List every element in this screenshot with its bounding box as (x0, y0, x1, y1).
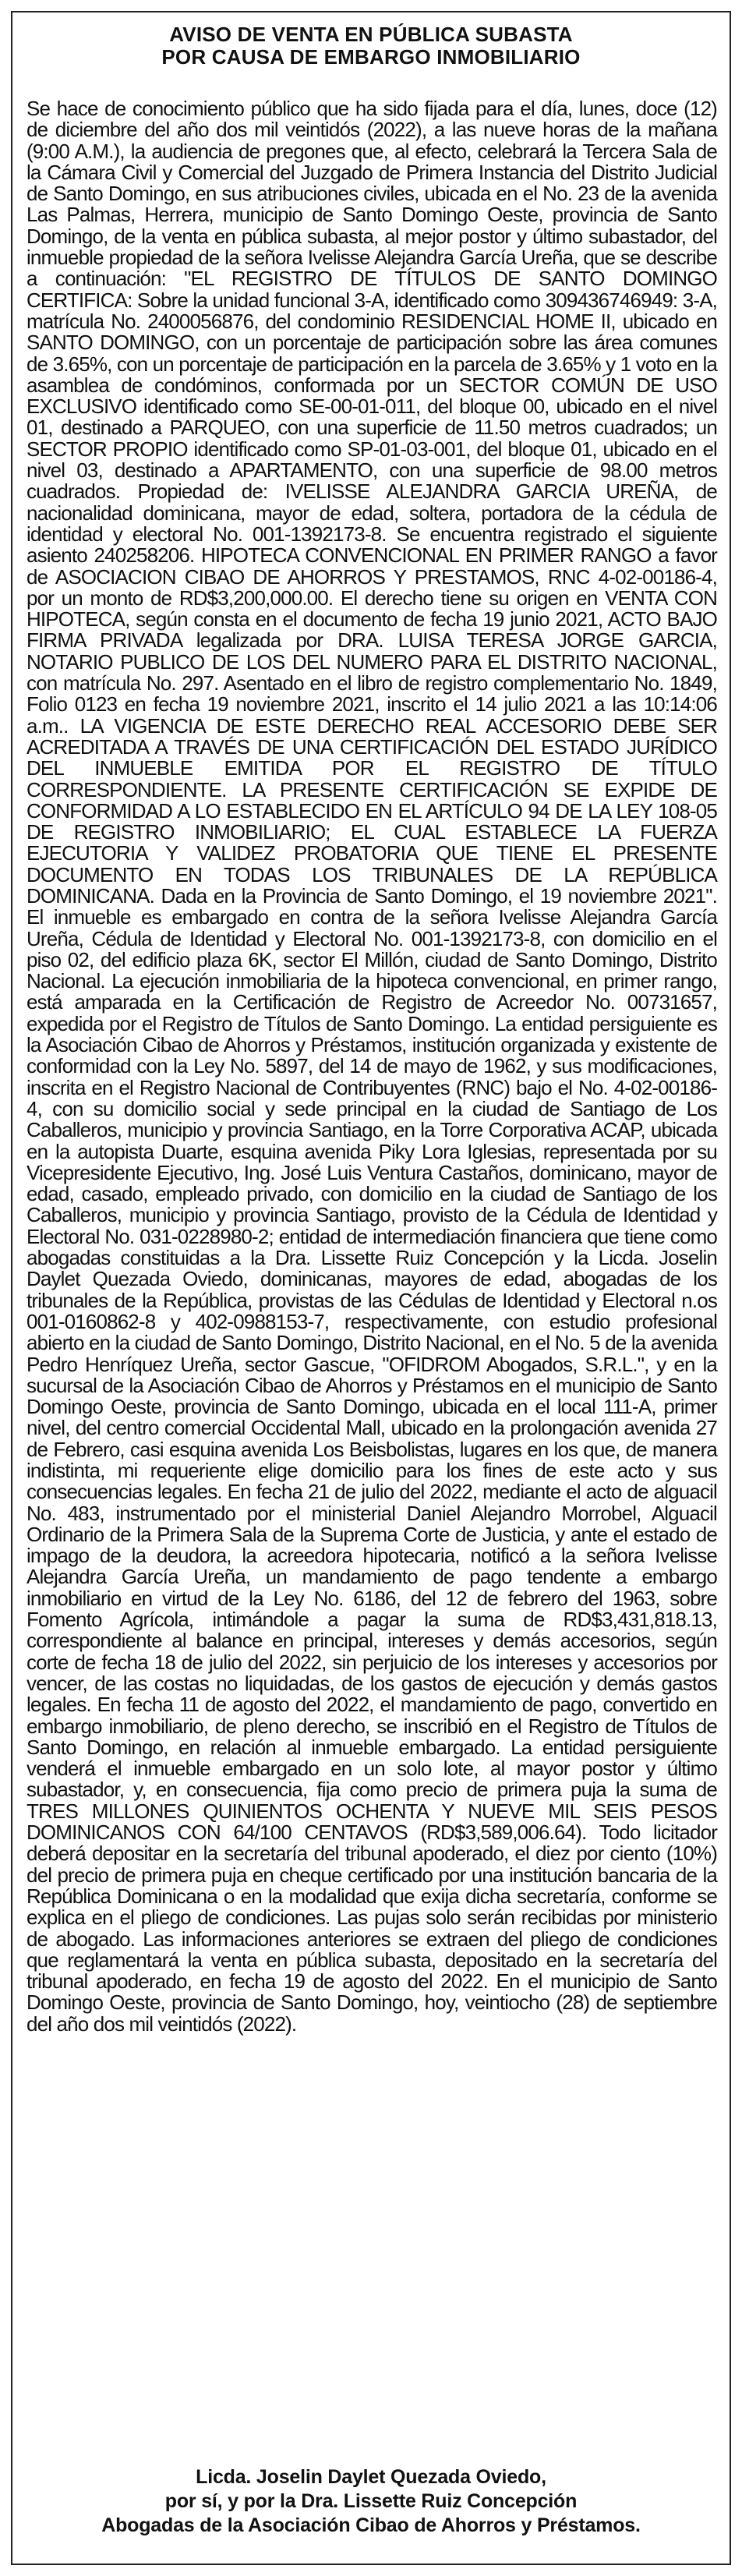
signature-line-1: Licda. Joselin Daylet Quezada Oviedo, (196, 2466, 546, 2488)
notice-title (12, 23, 730, 69)
notice-title-line-1: AVISO DE VENTA EN PÚBLICA SUBASTA (169, 23, 573, 46)
signature-block (12, 2465, 730, 2538)
legal-notice (11, 11, 731, 2565)
notice-title-line-2: POR CAUSA DE EMBARGO INMOBILIARIO (161, 45, 581, 69)
signature-line-3: Abogadas de la Asociación Cibao de Ahorros y Préstamos. (101, 2514, 641, 2536)
notice-body: Se hace de conocimiento público que ha sido fijada para el día, lunes, doce (12) de diciembre del año dos mil veintidós (2022), a las nueve horas de la mañana (9:00 A.M.), la audiencia de pregones que, al efecto, celebrará la Tercera Sala de la Cámara Civil y Comercial del Juzgado de Primera Instancia del Distrito Judicial de Santo Domingo, en sus atribuciones civiles, ubicada en el No. 23 de la avenida Las Palmas, Herrera, municipio de Santo Domingo Oeste, provincia de Santo Domingo, de la venta en pública subasta, al mejor postor y último subastador, del inmueble propiedad de la señora Ivelisse Alejandra García Ureña, que se describe a continuación: "EL REGISTRO DE TÍTULOS DE SANTO DOMINGO CERTIFICA: Sobre la unidad funcional 3-A, identificado como 309436746949: 3-A, matrícula No. 2400056876, del condominio RESIDENCIAL HOME II, ubicado en SANTO DOMINGO, con un porcentaje de participación sobre las área comunes de 3.65%, con un porcentaje de participación en la parcela de 3.65% y 1 voto en la asamblea de condóminos, conformada por un SECTOR COMÚN DE USO EXCLUSIVO identificado como SE-00-01-011, del bloque 00, ubicado en el nivel 01, destinado a PARQUEO, con una superficie de 11.50 metros cuadrados; un SECTOR PROPIO identificado como SP-01-03-001, del bloque 01, ubicado en el nivel 03, destinado a APARTAMENTO, con una superficie de 98.00 metros cuadrados. Propiedad de: IVELISSE ALEJANDRA GARCIA UREÑA, de nacionalidad dominicana, mayor de edad, soltera, portadora de la cédula de identidad y electoral No. 001-1392173-8. Se encuentra registrado el siguiente asiento 240258206. HIPOTECA CONVENCIONAL EN PRIMER RANGO a favor de ASOCIACION CIBAO DE AHORROS Y PRESTAMOS, RNC 4-02-00186-4, por un monto de RD$3,200,000.00. El derecho tiene su origen en VENTA CON HIPOTECA, según consta en el documento de fecha 19 junio 2021, ACTO BAJO FIRMA PRIVADA legalizada por DRA. LUISA TERESA JORGE GARCIA, NOTARIO PUBLICO DE LOS DEL NUMERO PARA EL DISTRITO NACIONAL, con matrícula No. 297. Asentado en el libro de registro complementario No. 1849, Folio 0123 en fecha 19 noviembre 2021, inscrito el 14 julio 2021 a las 10:14:06 a.m.. LA VIGENCIA DE ESTE DERECHO REAL ACCESORIO DEBE SER ACREDITADA A TRAVÉS DE UNA CERTIFICACIÓN DEL ESTADO JURÍDICO DEL INMUEBLE EMITIDA POR EL REGISTRO DE TÍTULO CORRESPONDIENTE. LA PRESENTE CERTIFICACIÓN SE EXPIDE DE CONFORMIDAD A LO ESTABLECIDO EN EL ARTÍCULO 94 DE LA LEY 108-05 DE REGISTRO INMOBILIARIO; EL CUAL ESTABLECE LA FUERZA EJECUTORIA Y VALIDEZ PROBATORIA QUE TIENE EL PRESENTE DOCUMENTO EN TODAS LOS TRIBUNALES DE LA REPÚBLICA DOMINICANA. Dada en la Provincia de Santo Domingo, el 19 noviembre 2021". El inmueble es embargado en contra de la señora Ivelisse Alejandra García Ureña, Cédula de Identidad y Electoral No. 001-1392173-8, con domicilio en el piso 02, del edificio plaza 6K, sector El Millón, ciudad de Santo Domingo, Distrito Nacional. La ejecución inmobiliaria de la hipoteca convencional, en primer rango, está amparada en la Certificación de Registro de Acreedor No. 00731657, expedida por el Registro de Títulos de Santo Domingo. La entidad persiguiente es la Asociación Cibao de Ahorros y Préstamos, institución organizada y existente de conformidad con la Ley No. 5897, del 14 de mayo de 1962, y sus modificaciones, inscrita en el Registro Nacional de Contribuyentes (RNC) bajo el No. 4-02-00186-4, con su domicilio social y sede principal en la ciudad de Santiago de Los Caballeros, municipio y provincia Santiago, en la Torre Corporativa ACAP, ubicada en la autopista Duarte, esquina avenida Piky Lora Iglesias, representada por su Vicepresidente Ejecutivo, Ing. José Luis Ventura Castaños, dominicano, mayor de edad, casado, empleado privado, con domicilio en la ciudad de Santiago de los Caballeros, municipio y provincia Santiago, provisto de la Cédula de Identidad y Electoral No. 031-0228980-2; entidad de intermediación financiera que tiene como abogadas constituidas a la Dra. Lissette Ruiz Concepción y la Licda. Joselin Daylet Quezada Oviedo, dominicanas, mayores de edad, abogadas de los tribunales de la República, provistas de las Cédulas de Identidad y Electoral n.os 001-0160862-8 y 402-0988153-7, respectivamente, con estudio profesional abierto en la ciudad de Santo Domingo, Distrito Nacional, en el No. 5 de la avenida Pedro Henríquez Ureña, sector Gascue, "OFIDROM Abogados, S.R.L.", y en la sucursal de la Asociación Cibao de Ahorros y Préstamos en el municipio de Santo Domingo Oeste, provincia de Santo Domingo, ubicada en el local 111-A, primer nivel, del centro comercial Occidental Mall, ubicado en la prolongación avenida 27 de Febrero, casi esquina avenida Los Beisbolistas, lugares en los que, de manera indistinta, mi requeriente elige domicilio para los fines de este acto y sus consecuencias legales. En fecha 21 de julio del 2022, mediante el acto de alguacil No. 483, instrumentado por el ministerial Daniel Alejandro Morrobel, Alguacil Ordinario de la Primera Sala de la Suprema Corte de Justicia, y ante el estado de impago de la deudora, la acreedora hipotecaria, notificó a la señora Ivelisse Alejandra García Ureña, un mandamiento de pago tendente a embargo inmobiliario en virtud de la Ley No. 6186, del 12 de febrero del 1963, sobre Fomento Agrícola, intimándole a pagar la suma de RD$3,431,818.13, correspondiente al balance en principal, intereses y demás accesorios, según corte de fecha 18 de julio del 2022, sin perjuicio de los intereses y accesorios por vencer, de las costas no liquidadas, de los gastos de ejecución y demás gastos legales. En fecha 11 de agosto del 2022, el mandamiento de pago, convertido en embargo inmobiliario, de pleno derecho, se inscribió en el Registro de Títulos de Santo Domingo, en relación al inmueble embargado. La entidad persiguiente venderá el inmueble embargado en un solo lote, al mayor postor y último subastador, y, en consecuencia, fija como precio de primera puja la suma de TRES MILLONES QUINIENTOS OCHENTA Y NUEVE MIL SEIS PESOS DOMINICANOS CON 64/100 CENTAVOS (RD$3,589,006.64). Todo licitador deberá depositar en la secretaría del tribunal apoderado, el diez por ciento (10%) del precio de primera puja en cheque certificado por una institución bancaria de la República Dominicana o en la modalidad que exija dicha secretaría, conforme se explica en el pliego de condiciones. Las pujas solo serán recibidas por ministerio de abogado. Las informaciones anteriores se extraen del pliego de condiciones que reglamentará la venta en pública subasta, depositado en la secretaría del tribunal apoderado, en fecha 19 de agosto del 2022. En el municipio de Santo Domingo Oeste, provincia de Santo Domingo, hoy, veintiocho (28) de septiembre del año dos mil veintidós (2022). (26, 97, 717, 2036)
signature-line-2: por sí, y por la Dra. Lissette Ruiz Concepción (164, 2490, 578, 2512)
